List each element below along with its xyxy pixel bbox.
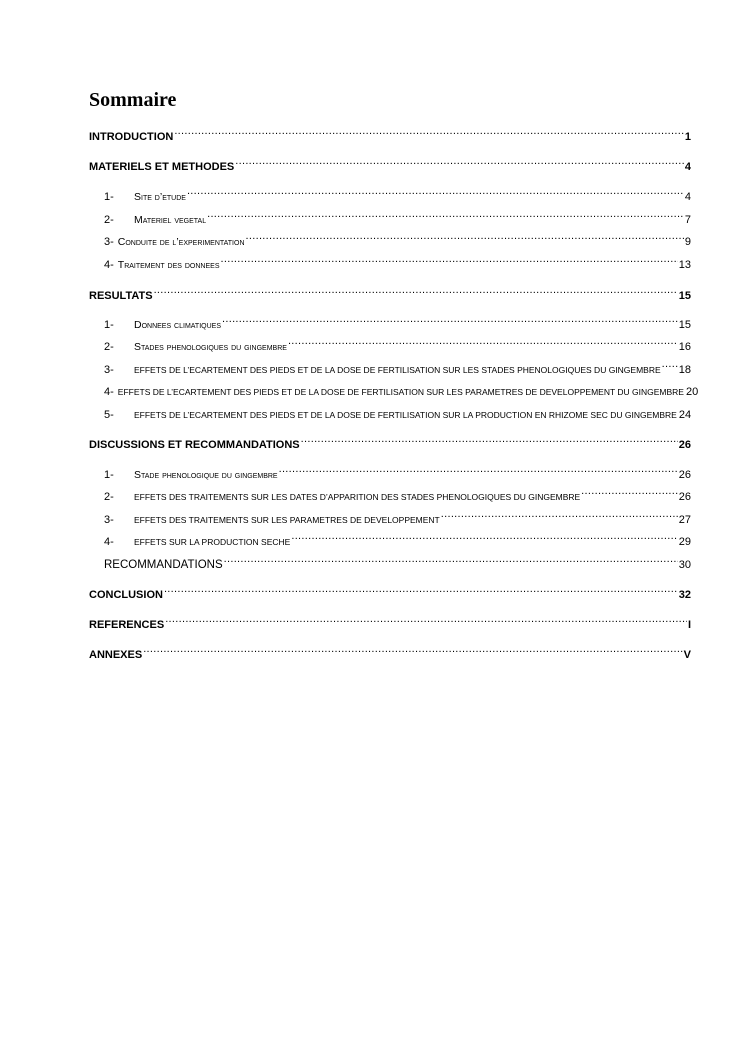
toc-entry-page: 26 xyxy=(678,439,691,451)
toc-entry-label: Conduite de l’experimentation xyxy=(117,236,245,248)
toc-entry-effets-parametres[interactable] xyxy=(104,507,691,526)
toc-entry-effets-parametres-developpement[interactable] xyxy=(104,379,699,398)
toc-entry-page: 29 xyxy=(678,536,691,548)
toc-entry-page: 20 xyxy=(685,386,699,398)
toc-leader-dots xyxy=(174,124,684,140)
toc-entry-effets-dates-apparition[interactable] xyxy=(104,484,691,503)
toc-entry-number: 2- xyxy=(104,491,114,503)
toc-entry-page: 27 xyxy=(678,514,691,526)
toc-entry-site-etude[interactable] xyxy=(104,184,691,203)
toc-entry-discussions[interactable] xyxy=(89,432,691,451)
toc-entry-number: 4- xyxy=(104,536,114,548)
toc-entry-number: 1- xyxy=(104,469,114,481)
toc-leader-dots xyxy=(221,252,678,268)
toc-entry-label: INTRODUCTION xyxy=(89,131,174,143)
toc-leader-dots xyxy=(235,154,684,170)
toc-entry-number: 3- xyxy=(104,236,114,248)
toc-entry-label: REFERENCES xyxy=(89,619,165,631)
toc-entry-label: EFFETS DE L’ECARTEMENT DES PIEDS ET DE LA DOSE DE FERTILISATION SUR LA PRODUCTION EN RHIZOME SEC DU GINGEMBRE xyxy=(134,410,677,420)
toc-entry-page: 26 xyxy=(678,491,691,503)
toc-leader-dots xyxy=(581,484,678,500)
toc-entry-label: MATERIELS ET METHODES xyxy=(89,161,235,173)
toc-entry-conclusion[interactable] xyxy=(89,582,691,601)
toc-entry-label: EFFETS SUR LA PRODUCTION SECHE xyxy=(134,537,291,547)
toc-entry-page: V xyxy=(683,649,691,661)
toc-entry-page: 9 xyxy=(684,236,691,248)
toc-entry-effets-production-rhizome[interactable] xyxy=(104,402,692,421)
toc-entry-stade-phenologique[interactable] xyxy=(104,462,691,481)
toc-entry-page: 26 xyxy=(678,469,691,481)
toc-entry-page: 30 xyxy=(678,559,691,571)
toc-entry-materiels-et-methodes[interactable] xyxy=(89,154,691,173)
toc-entry-page: 7 xyxy=(684,214,691,226)
toc-entry-traitement-donnees[interactable] xyxy=(104,252,691,271)
toc-entry-resultats[interactable] xyxy=(89,283,691,302)
toc-entry-page: 18 xyxy=(678,364,691,376)
toc-entry-label: Materiel vegetal xyxy=(134,214,207,226)
toc-entry-recommandations[interactable] xyxy=(104,552,691,571)
toc-entry-label: EFFETS DES TRAITEMENTS SUR LES PARAMETRES DE DEVELOPPEMENT xyxy=(134,515,440,525)
toc-entry-page: 1 xyxy=(684,131,691,143)
toc-entry-number: 4- xyxy=(104,259,114,271)
toc-entry-label: RESULTATS xyxy=(89,290,153,302)
toc-entry-references[interactable] xyxy=(89,612,691,631)
toc-entry-effets-stades-phenologiques[interactable] xyxy=(104,357,691,376)
toc-entry-number: 5- xyxy=(104,409,114,421)
toc-leader-dots xyxy=(207,207,684,223)
toc-entry-page: 16 xyxy=(678,341,691,353)
toc-entry-label: EFFETS DES TRAITEMENTS SUR LES DATES D’APPARITION DES STADES PHENOLOGIQUES DU GINGEMBRE xyxy=(134,492,581,502)
toc-leader-dots xyxy=(301,432,678,448)
toc-entry-effets-production-seche[interactable] xyxy=(104,529,691,548)
toc-leader-dots xyxy=(222,312,678,328)
toc-entry-number: 1- xyxy=(104,191,114,203)
toc-entry-label: Stade phenologique du gingembre xyxy=(134,469,278,481)
toc-leader-dots xyxy=(143,642,682,658)
toc-entry-label: Site d’etude xyxy=(134,191,186,203)
toc-leader-dots xyxy=(288,334,678,350)
toc-entry-number: 4- xyxy=(104,386,114,398)
toc-leader-dots xyxy=(441,507,678,523)
toc-leader-dots xyxy=(165,612,687,628)
toc-entry-page: 32 xyxy=(678,589,691,601)
toc-leader-dots xyxy=(187,184,684,200)
toc-entry-stades-phenologiques[interactable] xyxy=(104,334,691,353)
toc-entry-donnees-climatiques[interactable] xyxy=(104,312,691,331)
toc-entry-label: DISCUSSIONS ET RECOMMANDATIONS xyxy=(89,439,300,451)
toc-leader-dots xyxy=(164,582,678,598)
toc-entry-annexes[interactable] xyxy=(89,642,691,661)
toc-entry-conduite-experimentation[interactable] xyxy=(104,229,691,248)
toc-leader-dots xyxy=(291,529,677,545)
toc-entry-materiel-vegetal[interactable] xyxy=(104,207,691,226)
toc-entry-label: ANNEXES xyxy=(89,649,143,661)
toc-entry-label: RECOMMANDATIONS xyxy=(104,559,223,571)
toc-leader-dots xyxy=(154,283,678,299)
toc-entry-number: 1- xyxy=(104,319,114,331)
toc-leader-dots xyxy=(279,462,678,478)
toc-leader-dots xyxy=(224,552,678,568)
toc-entry-page: 4 xyxy=(684,191,691,203)
toc-entry-page: 4 xyxy=(684,161,691,173)
toc-entry-label: CONCLUSION xyxy=(89,589,163,601)
toc-entry-page: 24 xyxy=(678,409,692,421)
toc-entry-number: 2- xyxy=(104,214,114,226)
toc-entry-label: Stades phenologiques du gingembre xyxy=(134,341,287,353)
toc-entry-page: 15 xyxy=(678,319,691,331)
toc-entry-label: Donnees climatiques xyxy=(134,319,221,331)
page-title: Sommaire xyxy=(89,89,177,111)
toc-leader-dots xyxy=(662,357,678,373)
toc-entry-page: 13 xyxy=(678,259,691,271)
toc-entry-number: 3- xyxy=(104,364,114,376)
toc-entry-number: 2- xyxy=(104,341,114,353)
toc-leader-dots xyxy=(246,229,684,245)
toc-entry-introduction[interactable] xyxy=(89,124,691,143)
toc-entry-page: I xyxy=(687,619,691,631)
toc-entry-label: EFFETS DE L’ECARTEMENT DES PIEDS ET DE LA DOSE DE FERTILISATION SUR LES STADES PHENOLOGIQUES DU GINGEMBRE xyxy=(134,365,661,375)
toc-entry-number: 3- xyxy=(104,514,114,526)
toc-entry-page: 15 xyxy=(678,290,691,302)
toc-entry-label: Traitement des donnees xyxy=(117,259,220,271)
toc-entry-label: EFFETS DE L’ECARTEMENT DES PIEDS ET DE LA DOSE DE FERTILISATION SUR LES PARAMETRES DE DEVELOPPEMENT DU GINGEMBRE xyxy=(117,387,684,397)
